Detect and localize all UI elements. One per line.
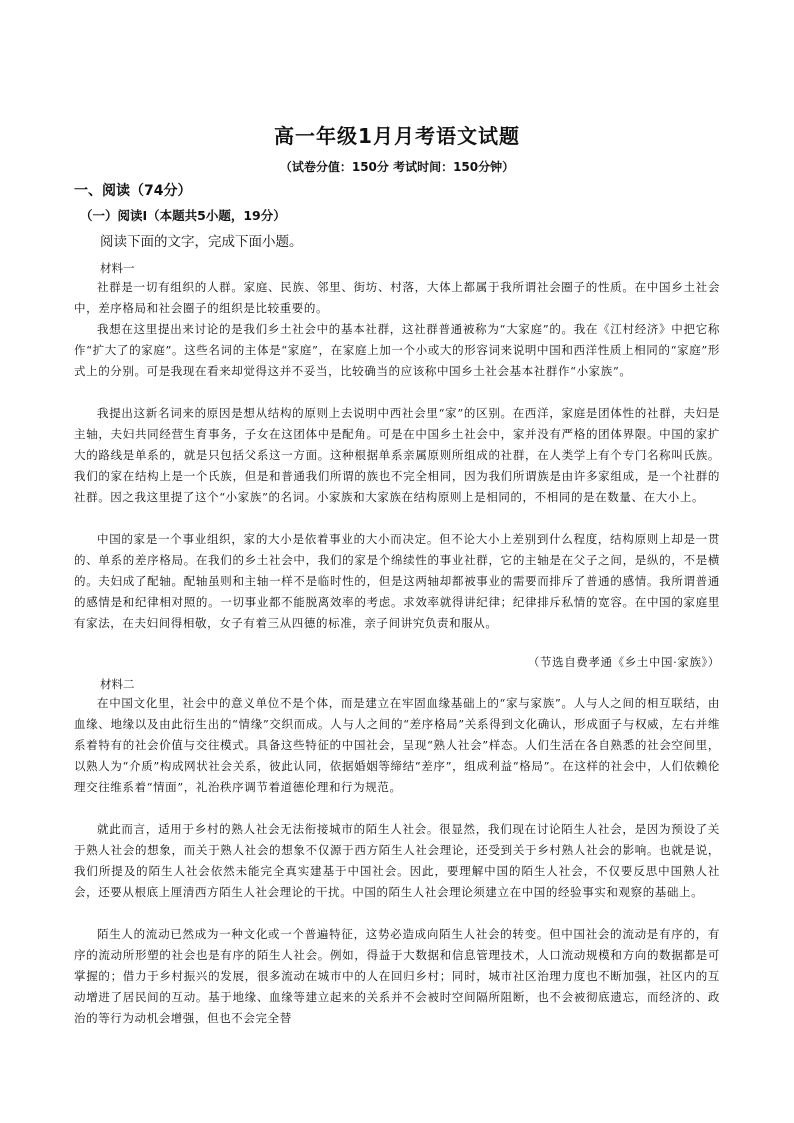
material2-label: 材料二 [100,677,135,691]
material2-paragraph: 在中国文化里，社会中的意义单位不是个体，而是建立在牢固血缘基础上的“家与家族”。人与人之间的相互联结，由血缘、地缘以及由此衍生出的“情缘”交织而成。人与人之间的“差序格局”关系得到文化确认，形成面子与权威，左右并维系着特有的社会价值与交往模式。具备这些特征的中国社会，呈现“熟人社会”样态。人们生活在各自熟悉的社会空间里，以熟人为“介质”构成网状社会关系，彼此认同，依据婚姻等缔结“差序”，组成利益“格局”。在这样的社会中，人们依赖伦理交往维系着“情面”，礼治秩序调节着道德伦理和行为规范。 [74,696,720,794]
subsection-heading: （一）阅读Ⅰ（本题共5小题，19分） [80,208,286,223]
material1-paragraph: 我提出这新名词来的原因是想从结构的原则上去说明中西社会里“家”的区别。在西洋，家庭是团体性的社群，夫妇是主轴，夫妇共同经营生育事务，子女在这团体中是配角。可是在中国乡土社会中，家并没有严格的团体界限。中国的家扩大的路线是单系的，就是只包括父系这一方面。这种根据单系亲属原则所组成的社群，在人类学上有个专门名称叫氏族。我们的家在结构上是一个氏族，但是和普通我们所谓的族也不完全相同，因为我们所谓族是由许多家组成，是一个社群的社群。因之我这里提了这个“小家族”的名词。小家族和大家族在结构原则上是相同的，不相同的是在数量、在大小上。 [74,406,720,504]
material1-paragraph: 我想在这里提出来讨论的是我们乡土社会中的基本社群，这社群普通被称为“大家庭”的。我在《江村经济》中把它称作“扩大了的家庭”。这些名词的主体是“家庭”，在家庭上加一个小或大的形容词来说明中国和西洋性质上相同的“家庭”形式上的分别。可是我现在看来却觉得这并不妥当，比较确当的应该称中国乡土社会基本社群作“小家族”。 [74,322,720,378]
material1-paragraph: 社群是一切有组织的人群。家庭、民族、邻里、街坊、村落，大体上都属于我所谓社会圈子的性质。在中国乡土社会中，差序格局和社会圈子的组织是比较重要的。 [74,280,720,315]
material1-paragraph: 中国的家是一个事业组织，家的大小是依着事业的大小而决定。但不论大小上差别到什么程度，结构原则上却是一贯的、单系的差序格局。在我们的乡土社会中，我们的家是个绵续性的事业社群，它的主轴是在父子之间，是纵的，不是横的。夫妇成了配轴。配轴虽则和主轴一样不是临时性的，但是这两轴却都被事业的需要而排斥了普通的感情。我所谓普通的感情是和纪律相对照的。一切事业都不能脱离效率的考虑。求效率就得讲纪律；纪律排斥私情的宽容。在中国的家庭里有家法，在夫妇间得相敬，女子有着三从四德的标准，亲子间讲究负责和服从。 [74,532,720,630]
material1-label: 材料一 [100,261,135,275]
material2-paragraph: 就此而言，适用于乡村的熟人社会无法衔接城市的陌生人社会。很显然，我们现在讨论陌生人社会，是因为预设了关于熟人社会的想象，而关于熟人社会的想象不仅源于西方陌生人社会理论，还受到关于乡村熟人社会的影响。也就是说，我们所提及的陌生人社会依然未能完全真实建基于中国社会。因此，要理解中国的陌生人社会，不仅要反思中国熟人社会，还要从根底上厘清西方陌生人社会理论的干扰。中国的陌生人社会理论须建立在中国的经验事实和观察的基础上。 [74,822,720,899]
section-heading: 一、阅读（74分） [74,183,192,199]
material1-source: （节选自费孝通《乡土中国·家族》） [527,655,720,669]
page-title: 高一年级1月月考语文试题 [274,124,520,148]
material2-paragraph: 陌生人的流动已然成为一种文化或一个普遍特征，这势必造成向陌生人社会的转变。但中国社会的流动是有序的，有序的流动所形塑的社会也是有序的陌生人社会。例如，得益于大数据和信息管理技术，人口流动规模和方向的数据都是可掌握的；借力于乡村振兴的发展，很多流动在城市中的人在回归乡村；同时，城市社区治理力度也不断加强，社区内的互动增进了居民间的互动。基于地缘、血缘等建立起来的关系并不会被时空间隔所阻断，也不会被彻底遗忘，而经济的、政治的等行为动机会增强，但也不会完全替 [74,927,720,1025]
exam-info: （试卷分值：150分 考试时间：150分钟） [279,160,515,174]
reading-instruction: 阅读下面的文字，完成下面小题。 [100,234,303,250]
